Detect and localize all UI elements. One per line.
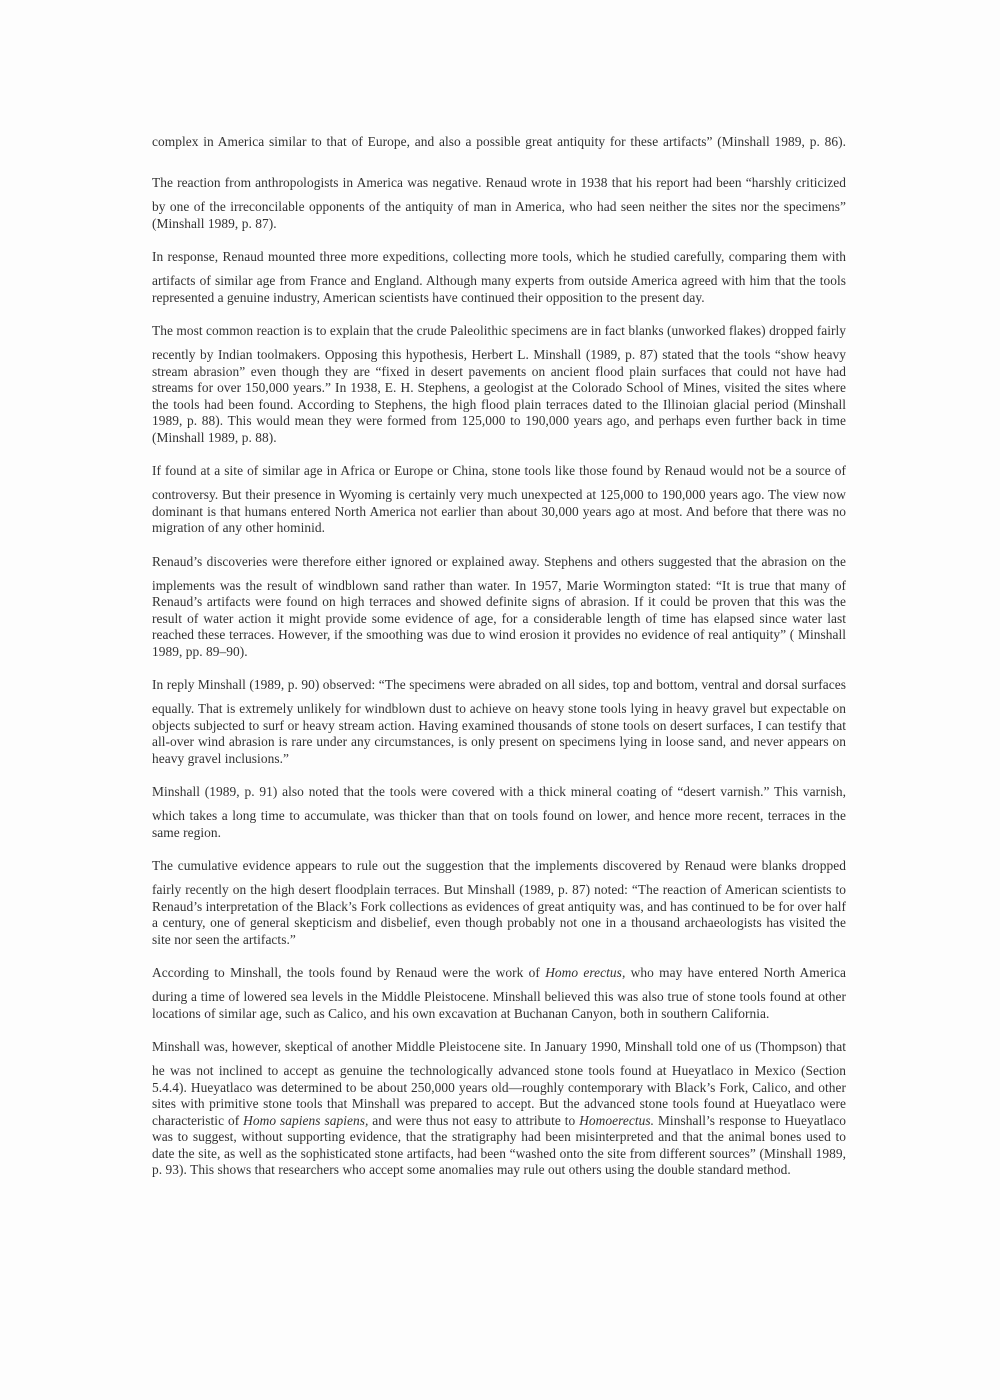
paragraph	[152, 241, 846, 306]
text-segment: In reply Minshall (1989, p. 90) observed: “The specimens were abraded on all sides, top and bottom, ventral and dorsal surfaces equally. That is extremely unlikely for windblown dust to achieve on heavy stone tools lying in heavy gravel but expectable on objects subjected to surf or heavy stream action. Having examined thousands of stone tools on desert surfaces, I can testify that all-over wind abrasion is rare under any circumstances, is only present on specimens lying in loose sand, and never appears on heavy gravel inclusions.”	[152, 677, 846, 766]
paragraph	[152, 850, 846, 948]
text-segment: who may have entered North America during a time of lowered sea levels in the Middle Pleistocene. Minshall believed this was also true of stone tools found at other locations of similar age, such as Calico, and his own excavation at Buchanan Canyon, both in southern California.	[152, 965, 846, 1021]
text-segment: If found at a site of similar age in Africa or Europe or China, stone tools like those found by Renaud would not be a source of controversy. But their presence in Wyoming is certainly very much unexpected at 125,000 to 190,000 years ago. The view now dominant is that humans entered North America not earlier than about 30,000 years ago at most. And before that there was no migration of any other hominid.	[152, 463, 846, 535]
text-segment: Minshall’s response to Hueyatlaco was to suggest, without supporting evidence, that the stratigraphy had been misinterpreted and that the animal bones used to date the site, as well as the sophisticated stone artifacts, had been “washed onto the site from different sources” (Minshall 1989, p. 93). This shows that researchers who accept some anomalies may rule out others using the double standard method.	[152, 1112, 847, 1177]
paragraph	[152, 455, 846, 537]
text-segment: Renaud’s discoveries were therefore either ignored or explained away. Stephens and others suggested that the abrasion on the implements was the result of windblown sand rather than water. In 1957, Marie Wormington stated: “It is true that many of Renaud’s artifacts were found on high terraces and showed definite signs of abrasion. If it could be proven that this was the result of water action it might provide some evidence of age, for a considerable length of time has elapsed since water last reached these terraces. However, if the smoothing was due to wind erosion it provides no evidence of real antiquity” ( Minshall 1989, pp. 89–90).	[152, 553, 846, 659]
text-segment: According to Minshall, the tools found by Renaud were the work of	[152, 965, 546, 980]
text-segment: The reaction from anthropologists in America was negative. Renaud wrote in 1938 that his report had been “harshly criticized by one of the irreconcilable opponents of the antiquity of man in America, who had seen neither the sites nor the specimens” (Minshall 1989, p. 87).	[152, 175, 846, 231]
paragraph	[152, 669, 846, 767]
paragraph	[152, 546, 846, 661]
text-segment: The most common reaction is to explain that the crude Paleolithic specimens are in fact blanks (unworked flakes) dropped fairly recently by Indian toolmakers. Opposing this hypothesis, Herbert L. Minshall (1989, p. 87) stated that the tools “show heavy stream abrasion” even though they are “fixed in desert pavements on ancient flood plain surfaces that could not have had streams for over 150,000 years.” In 1938, E. H. Stephens, a geologist at the Colorado School of Mines, visited the sites where the tools had been found. According to Stephens, the high flood plain terraces dated to the Illinoian glacial period (Minshall 1989, p. 88). This would mean they were formed from 125,000 to 190,000 years ago, and perhaps even further back in time (Minshall 1989, p. 88).	[152, 323, 846, 445]
text-segment: and were thus not easy to attribute to	[368, 1112, 580, 1128]
text-segment: Minshall was, however, skeptical of another Middle Pleistocene site. In January 1990, Minshall told one of us (Thompson) that he was not inclined to accept as genuine the technologically advanced stone tools found at Hueyatlaco in Mexico (Section 5.4.4). Hueyatlaco was determined to be about 250,000 years old—roughly contemporary with Black’s Fork, Calico, and other sites with primitive stone tools that Minshall was prepared to accept. But the advanced stone tools found at Hueyatlaco were characteristic of	[152, 1039, 846, 1128]
paragraph	[152, 167, 846, 232]
paragraph	[152, 1031, 846, 1179]
text-segment: Minshall (1989, p. 91) also noted that the tools were covered with a thick mineral coating of “desert varnish.” This varnish, which takes a long time to accumulate, was thicker than that on tools found on lower, and hence more recent, terraces in the same region.	[152, 784, 846, 840]
text-segment: complex in America similar to that of Europe, and also a possible great antiquity for these artifacts” (Minshall 1989, p. 86).	[152, 134, 846, 149]
text-segment: The cumulative evidence appears to rule out the suggestion that the implements discovered by Renaud were blanks dropped fairly recently on the high desert floodplain terraces. But Minshall (1989, p. 87) noted: “The reaction of American scientists to Renaud’s interpretation of the Black’s Fork collections as evidences of great antiquity was, and has continued to be for over half a century, one of general skepticism and disbelief, even though probably not one in a thousand archaeologists has visited the site nor seen the artifacts.”	[152, 858, 846, 947]
text-segment: In response, Renaud mounted three more expeditions, collecting more tools, which he studied carefully, comparing them with artifacts of similar age from France and England. Although many experts from outside America agreed with him that the tools represented a genuine industry, American scientists have continued their opposition to the present day.	[152, 249, 846, 305]
document-page	[152, 126, 846, 1188]
paragraph	[152, 126, 846, 158]
document-body	[152, 126, 846, 1179]
italic-text-segment: Homo erectus,	[545, 965, 626, 980]
paragraph	[152, 315, 846, 446]
italic-text-segment: Homoerectus.	[579, 1112, 655, 1128]
paragraph	[152, 957, 846, 1022]
paragraph	[152, 776, 846, 841]
italic-text-segment: Homo sapiens sapiens,	[243, 1112, 369, 1128]
